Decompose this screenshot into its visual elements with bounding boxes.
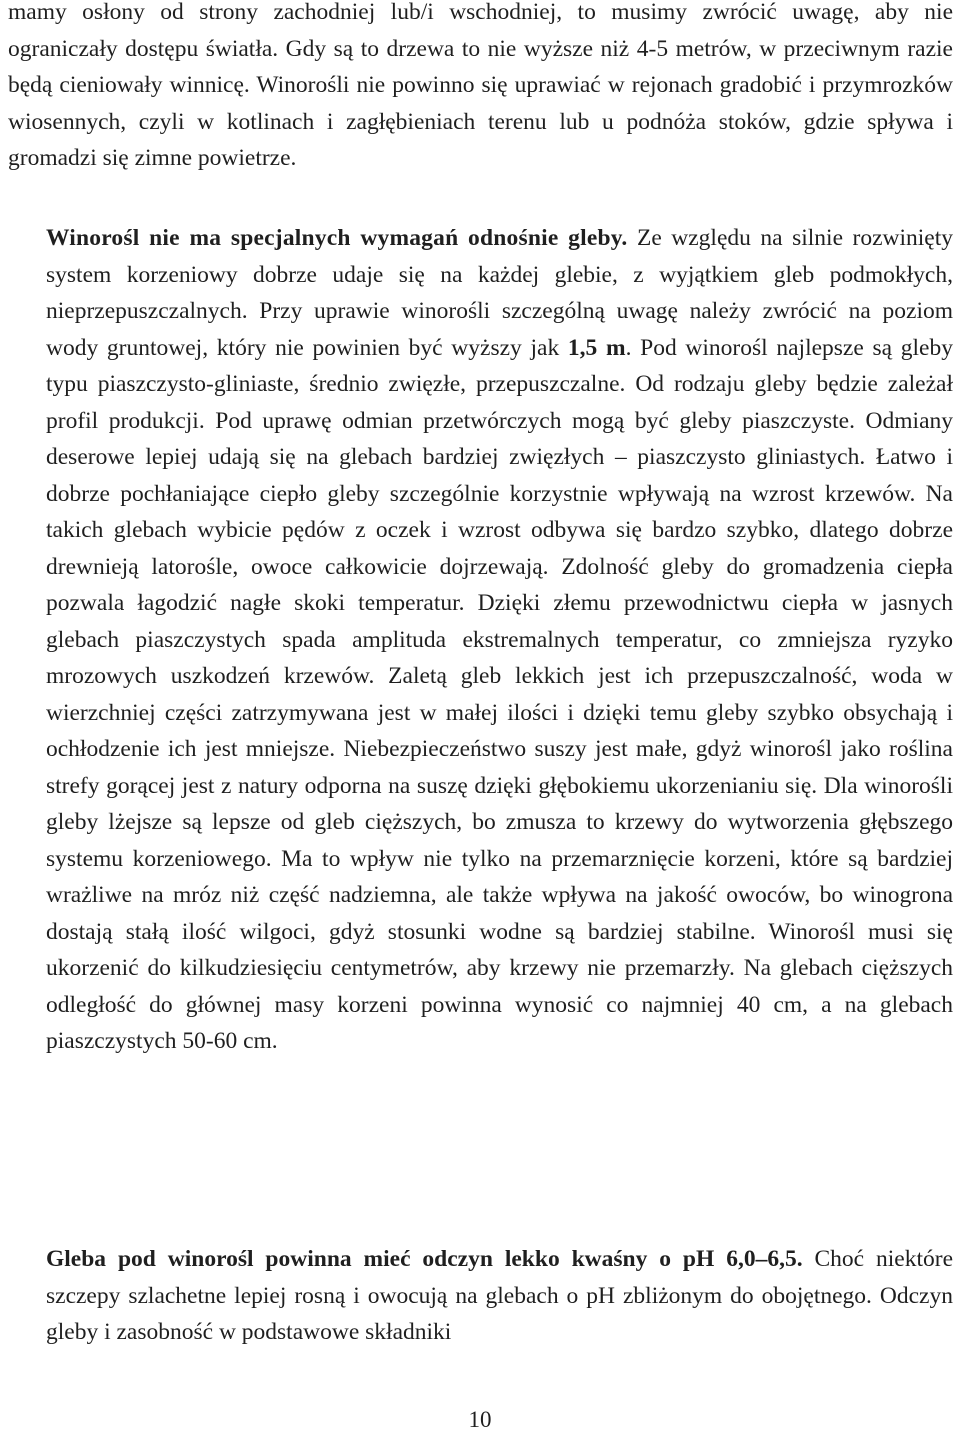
paragraph-lead-bold: Winorośl nie ma specjalnych wymagań odnośnie gleby. <box>46 225 628 251</box>
paragraph-lead-bold: Gleba pod winorośl powinna mieć odczyn lekko kwaśny o pH 6,0–6,5. <box>46 1246 803 1272</box>
paragraph-text: . Pod winorośl najlepsze są gleby typu piaszczysto-gliniaste, średnio zwięzłe, przepuszczalne. Od rodzaju gleby będzie zależał profil produkcji. Pod uprawę odmian przetwórczych mogą być gleby piaszczyste. Odmiany deserowe lepiej udają się na glebach bardziej zwięzłych – piaszczysto gliniastych. Łatwo i dobrze pochłaniające ciepło gleby szczególnie korzystnie wpływają na wzrost krzewów. Na takich glebach wybicie pędów z oczek i wzrost odbywa się bardzo szybko, dlatego dobrze drewnieją latorośle, owoce całkowicie dojrzewają. Zdolność gleby do gromadzenia ciepła pozwala łagodzić nagłe skoki temperatur. Dzięki złemu przewodnictwu ciepła w jasnych glebach piaszczystych spada amplituda ekstremalnych temperatur, co zmniejsza ryzyko mrozowych uszkodzeń krzewów. Zaletą gleb lekkich jest ich przepuszczalność, woda w wierzchniej części zatrzymywana jest w małej ilości i dzięki temu gleby szybko obsychają i ochłodzenie ich jest mniejsze. Niebezpieczeństwo suszy jest małe, gdyż winorośl jako roślina strefy gorącej jest z natury odporna na suszę dzięki głębokiemu ukorzenianiu się. Dla winorośli gleby lżejsze są lepsze od gleb cięższych, bo zmusza to krzewy do wytworzenia głębszego systemu korzeniowego. Ma to wpływ nie tylko na przemarznięcie korzeni, które są bardziej wrażliwe na mróz niż część nadziemna, ale także wpływa na jakość owoców, bo winogrona dostają stałą ilość wilgoci, gdyż stosunki wodne są bardziej stabilne. Winorośl musi się ukorzenić do kilkudziesięciu centymetrów, aby krzewy nie przemarzły. Na glebach cięższych odległość do głównej masy korzeni powinna wynosić co najmniej 40 cm, a na glebach piaszczystych 50-60 cm. <box>46 334 953 1054</box>
paragraph-site-shelter <box>8 0 953 177</box>
page-number: 10 <box>468 1407 492 1432</box>
paragraph-text: mamy osłony od strony zachodniej lub/i wschodniej, to musimy zwrócić uwagę, aby nie ograniczały dostępu światła. Gdy są to drzewa to nie wyższe niż 4-5 metrów, w przeciwnym razie będą cieniowały winnicę. Winorośli nie powinno się uprawiać w rejonach gradobić i przymrozków wiosennych, czyli w kotlinach i zagłębieniach terenu lub u podnóża stoków, gdzie spływa i gromadzi się zimne powietrze. <box>8 0 953 171</box>
groundwater-level-value: 1,5 m <box>567 334 626 361</box>
paragraph-soil-requirements <box>8 220 953 1060</box>
paragraph-text: Choć niektóre szczepy szlachetne lepiej rosną i owocują na glebach o pH zbliżonym do obojętnego. Odczyn gleby i zasobność w podstawowe składniki <box>46 1246 954 1345</box>
paragraph-text: Ze względu na silnie rozwinięty system korzeniowy dobrze udaje się na każdej glebie, z wyjątkiem gleb podmokłych, nieprzepuszczalnych. Przy uprawie winorośli szczególną uwagę należy zwrócić na poziom wody gruntowej, który nie powinien być wyższy jak <box>46 225 953 361</box>
paragraph-soil-ph <box>8 1241 953 1351</box>
